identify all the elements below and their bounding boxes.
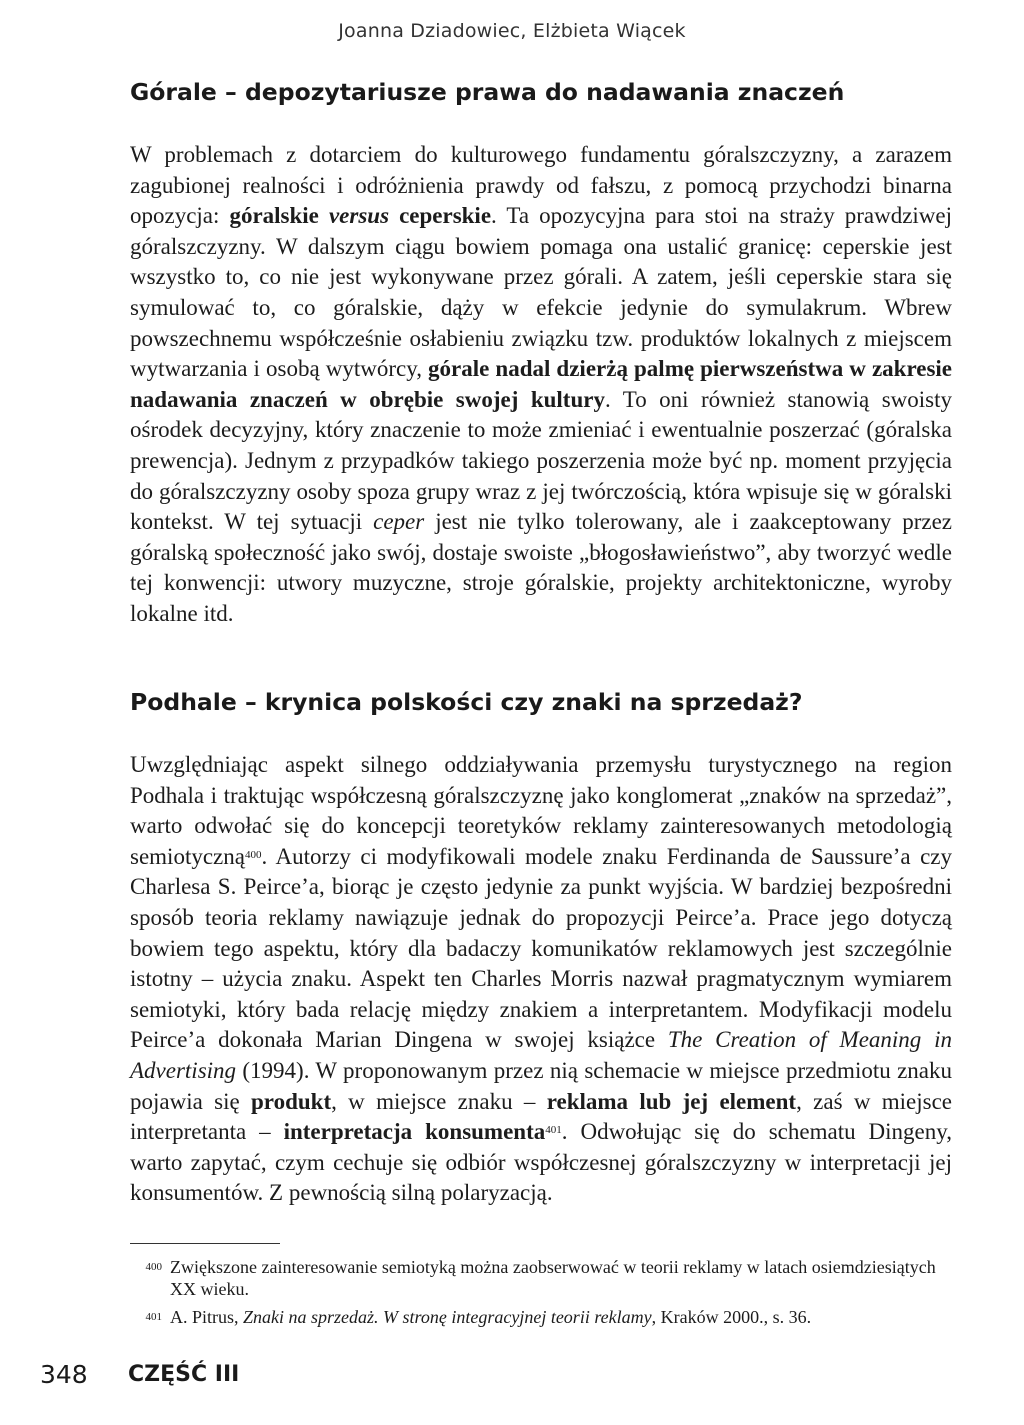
footnote-mark: 400 xyxy=(145,1261,162,1273)
running-head: Joanna Dziadowiec, Elżbieta Wiącek xyxy=(338,20,686,42)
page-number: 348 xyxy=(40,1360,88,1389)
paragraph-gorale: W problemach z dotarciem do kulturowego fundamentu góralszczyzny, a zarazem zagubionej realności i odróżnienia prawdy od fałszu, z pomocą przychodzi binarna opozycja: góralskie versus ceperskie. Ta opozycyjna para stoi na straży prawdziwej góralszczyzny. W dalszym ciągu bowiem pomaga ona ustalić granicę: ceperskie jest wszystko to, co nie jest wykonywane przez górali. A zatem, jeśli ceperskie stara się symulować to, co góralskie, dąży w efekcie jedynie do symulakrum. Wbrew powszechnemu współcześnie osłabieniu związku tzw. produktów lokalnych z miejscem wytwarzania i osobą wytwórcy, górale nadal dzierżą palmę pierwszeństwa w zakresie nadawania znaczeń w obrębie swojej kultury. To oni również stanowią swoisty ośrodek decyzyjny, który znaczenie to może zmieniać i ewentualnie poszerzać (góralska prewencja). Jednym z przypadków takiego poszerzenia może być np. moment przyjęcia do góralszczyzny osoby spoza grupy wraz z jej twórczością, która wpisuje się w góralski kontekst. W tej sytuacji ceper jest nie tylko tolerowany, ale i zaakceptowany przez góralską społeczność jako swój, dostaje swoiste „błogosławieństwo”, aby tworzyć wedle tej konwencji: utwory muzyczne, stroje góralskie, projekty architektoniczne, wyroby lokalne itd. xyxy=(130,142,953,626)
bold-produkt: produkt xyxy=(250,1088,332,1114)
footnote-text: A. Pitrus, Znaki na sprzedaż. W stronę integracyjnej teorii reklamy, Kraków 2000., s. 36. xyxy=(170,1307,812,1327)
paragraph-podhale: Uwzględniając aspekt silnego oddziaływania przemysłu turystycznego na region Podhala i traktując współczesną góralszczyznę jako konglomerat „znaków na sprzedaż”, warto odwołać się do koncepcji teoretyków reklamy zainteresowanych metodologią semiotyczną$^{400}$. Autorzy ci modyfikowali modele znaku Ferdinanda de Saussure’a czy Charlesa S. Peirce’a, biorąc je często jedynie za punkt wyjścia. W bardziej bezpośredni sposób teoria reklamy nawiązuje jednak do propozycji Peirce’a. Prace jego dotyczą bowiem tego aspektu, który dla badaczy komunikatów reklamowych jest szczególnie istotny – użycia znaku. Aspekt ten Charles Morris nazwał pragmatycznym wymiarem semiotyki, który bada relację między znakiem a interpretantem. Modyfikacji modelu Peirce’a dokonała Marian Dingena w swojej książce The Creation of Meaning in Advertising (1994). W proponowanym przez nią schemacie w miejsce przedmiotu znaku pojawia się produkt, w miejsce znaku – reklama lub jej element, zaś w miejsce interpretanta – interpretacja konsumenta$^{401}$. Odwołując się do schematu Dingeny, warto zapytać, czym cechuje się odbiór współczesnej góralszczyzny w interpretacji jej konsumentów. Z pewnością silną polaryzacją. xyxy=(130,752,952,1206)
section-title-podhale: Podhale – krynica polskości czy znaki na sprzedaż? xyxy=(130,688,803,716)
footnote-ref-401: 401 xyxy=(545,1124,562,1137)
footnote-book-title: Znaki na sprzedaż. W stronę integracyjnej teorii reklamy xyxy=(243,1307,652,1327)
section-title-gorale: Górale – depozytariusze prawa do nadawania znaczeń xyxy=(130,78,845,106)
footnote-400 xyxy=(130,1256,960,1300)
bold-ceperskie: ceperskie xyxy=(399,203,492,229)
bold-interpretacja: interpretacja konsumenta xyxy=(283,1119,546,1145)
italic-book-title: The Creation of Meaning in Advertising xyxy=(130,1027,952,1083)
italic-ceper: ceper xyxy=(373,509,425,535)
bold-gorale-nadal: górale nadal dzierżą palmę pierwszeństwa w zakresie nadawania znaczeń w obrębie swojej kultury xyxy=(130,356,952,412)
footnote-text: Zwiększone zainteresowanie semiotyką można zaobserwować w teorii reklamy w latach osiemdziesiątych XX wieku. xyxy=(170,1257,936,1299)
bold-reklama: reklama lub jej element xyxy=(546,1088,797,1114)
footnote-mark: 401 xyxy=(145,1311,162,1323)
bold-goralskie: góralskie xyxy=(229,203,319,229)
italic-versus: versus xyxy=(328,203,390,229)
footnote-ref-400: 400 xyxy=(244,848,262,861)
part-label: CZĘŚĆ III xyxy=(128,1362,240,1387)
footnote-401 xyxy=(130,1306,960,1328)
footnote-divider xyxy=(130,1243,280,1244)
